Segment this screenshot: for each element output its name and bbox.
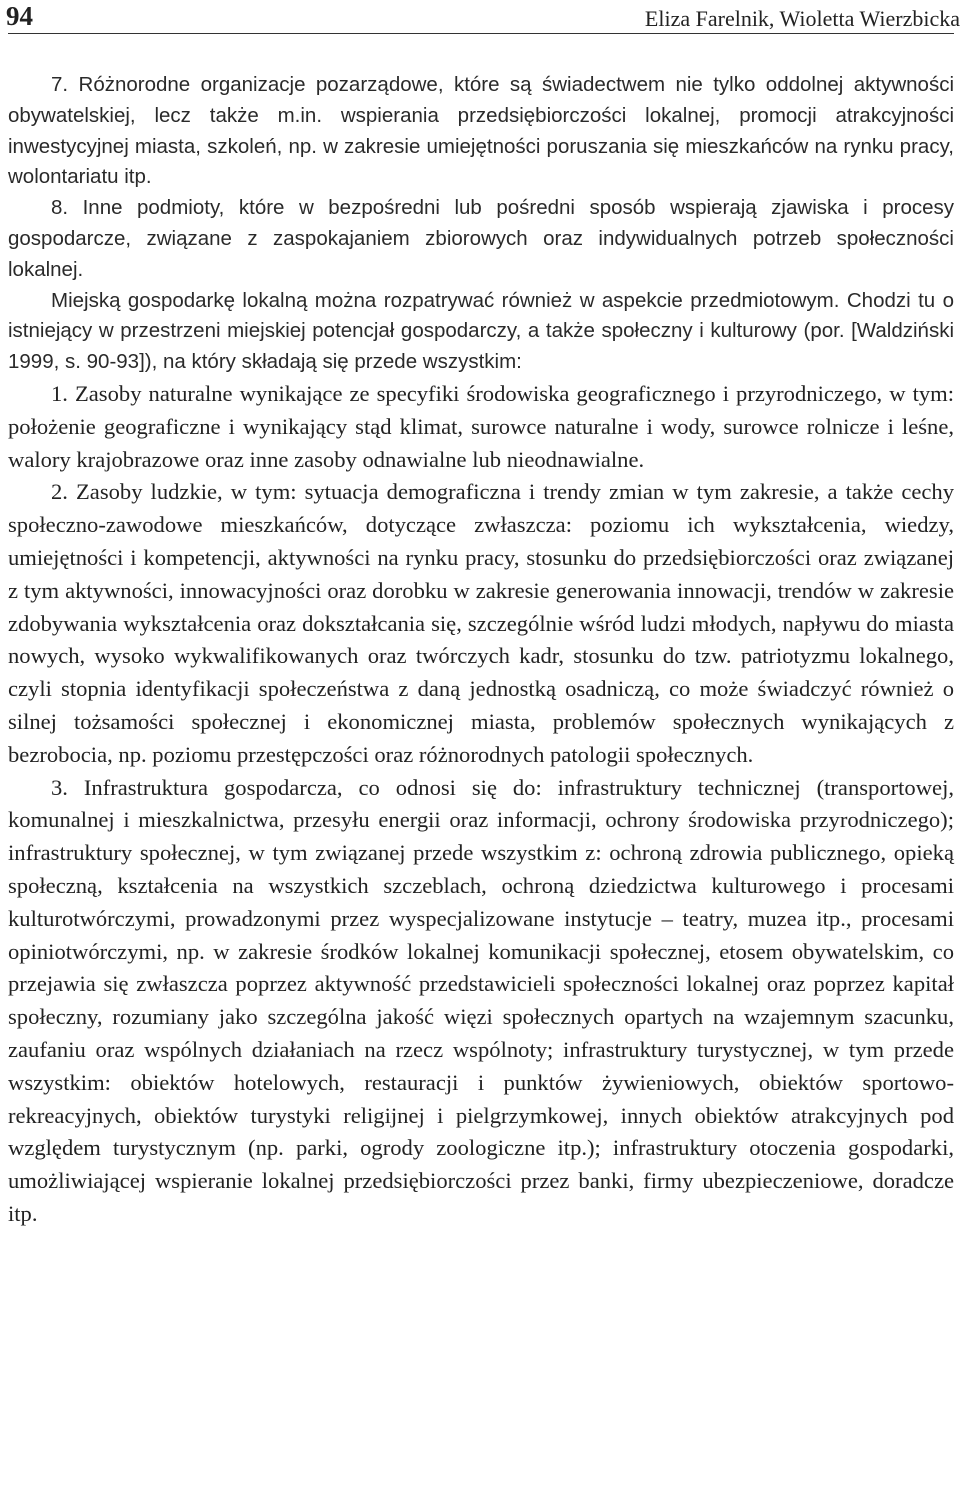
list-item-2: 2. Zasoby ludzkie, w tym: sytuacja demograficzna i trendy zmian w tym zakresie, a także cechy społeczno-zawodowe mieszkańców, dotyczące zwłaszcza: poziomu ich wykształcenia, wiedzy, umiejętności i kompetencji, aktywności na rynku pracy, stosunku do przedsiębiorczości oraz związanej z tym aktywności, innowacyjności oraz dorobku w zakresie generowania innowacji, trendów w zakresie zdobywania wykształcenia oraz dokształcania się, szczególnie wśród ludzi młodych, napływu do miasta nowych, wysoko wykwalifikowanych oraz twórczych kadr, stosunku do tzw. patriotyzmu lokalnego, czyli stopnia identyfikacji społeczeństwa z daną jednostką osadniczą, co może świadczyć również o silnej tożsamości społecznej i ekonomicznej miasta, problemów społecznych wynikających z bezrobocia, np. poziomu przestępczości oraz różnorodnych patologii społecznych. — [8, 479, 954, 767]
running-head-authors: Eliza Farelnik, Wioletta Wierzbicka — [644, 6, 960, 31]
sans-text-block — [8, 70, 954, 378]
list-item-7: 7. Różnorodne organizacje pozarządowe, które są świadectwem nie tylko oddolnej aktywności obywatelskiej, lecz także m.in. wspierania przedsiębiorczości lokalnej, promocji atrakcyjności inwestycyjnej miasta, szkoleń, np. w zakresie umiejętności poruszania się mieszkańców na rynku pracy, wolontariatu itp. — [8, 73, 954, 189]
list-item-1: 1. Zasoby naturalne wynikające ze specyfiki środowiska geograficznego i przyrodniczego, w tym: położenie geograficzne i wynikający stąd klimat, surowce naturalne i wody, surowce rolnicze i leśne, walory krajobrazowe oraz inne zasoby odnawialne lub nieodnawialne. — [8, 380, 954, 472]
page-header — [6, 0, 960, 34]
list-item-8: 8. Inne podmioty, które w bezpośredni lub pośredni sposób wspierają zjawiska i procesy gospodarcze, związane z zaspokajaniem zbiorowych oraz indywidualnych potrzeb społeczności lokalnej. — [8, 196, 954, 281]
serif-text-block — [8, 378, 954, 1231]
paragraph-intro: Miejską gospodarkę lokalną można rozpatrywać również w aspekcie przedmiotowym. Chodzi tu o istniejący w przestrzeni miejskiej potencjał gospodarczy, a także społeczny i kulturowy (por. [Waldziński 1999, s. 90-93]), na który składają się przede wszystkim: — [8, 288, 954, 374]
list-item-3: 3. Infrastruktura gospodarcza, co odnosi się do: infrastruktury technicznej (transportowej, komunalnej i mieszkalnictwa, przesyłu energii oraz informacji, ochrony środowiska przyrodniczego); infrastruktury społecznej, w tym związanej przede wszystkim z: ochroną zdrowia publicznego, opieką społeczną, kształcenia na wszystkich szczeblach, ochroną dziedzictwa kulturowego i procesami kulturotwórczymi, prowadzonymi przez wyspecjalizowane instytucje – teatry, muzea itp., procesami opiniotwórczymi, np. w zakresie środków lokalnej komunikacji społecznej, etosem obywatelskim, co przejawia się zwłaszcza poprzez aktywność przedstawicieli społeczności lokalnej oraz poprzez kapitał społeczny, rozumiany jako szczególna jakość więzi społecznych opartych na wzajemnym szacunku, zaufaniu oraz wspólnych działaniach na rzecz wspólnoty; infrastruktury turystycznej, w tym przede wszystkim: obiektów hotelowych, restauracji i punktów żywieniowych, obiektów sportowo-rekreacyjnych, obiektów turystyki religijnej i pielgrzymkowej, innych obiektów atrakcyjnych pod względem turystycznym (np. parki, ogrody zoologiczne itp.); infrastruktury otoczenia gospodarki, umożliwiającej wspieranie lokalnej przedsiębiorczości przez banki, firmy ubezpieczeniowe, doradcze itp. — [8, 774, 954, 1226]
page-number: 94 — [6, 1, 33, 31]
document-page — [6, 0, 960, 1231]
